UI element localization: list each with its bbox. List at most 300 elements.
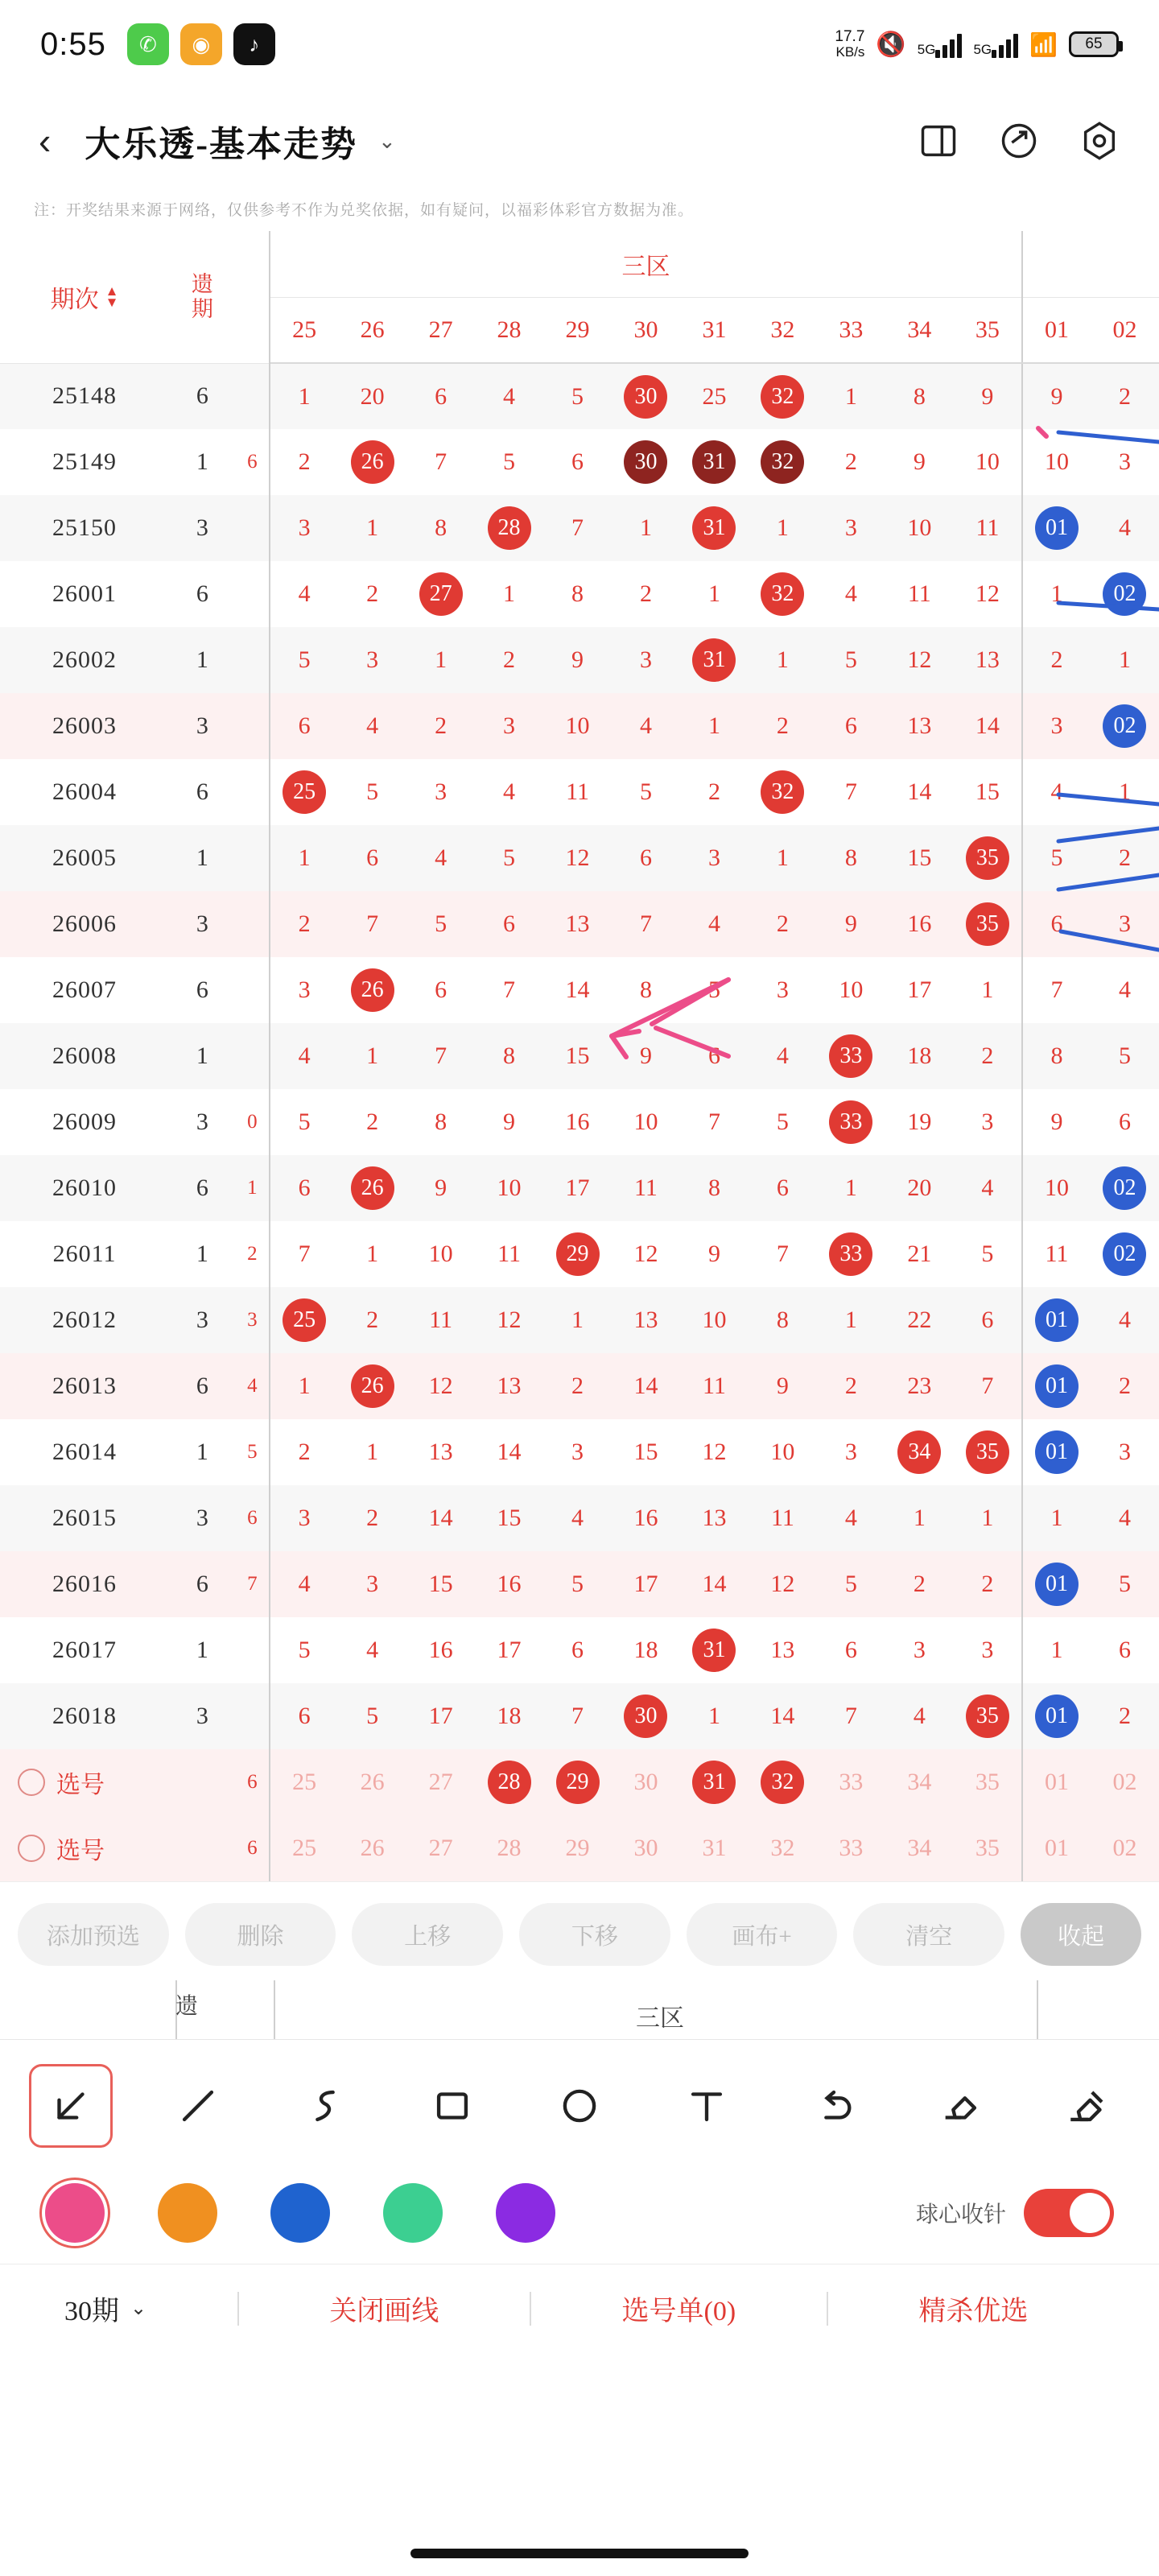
cell-31[interactable]: 3 — [680, 825, 749, 891]
cell-31[interactable]: 1 — [680, 1683, 749, 1749]
cell-26[interactable]: 1 — [338, 1023, 406, 1089]
cell-28[interactable]: 16 — [475, 1551, 543, 1617]
cell-33[interactable]: 1 — [817, 1287, 885, 1353]
cell-01[interactable]: 9 — [1022, 1089, 1091, 1155]
cell-26[interactable]: 2 — [338, 1287, 406, 1353]
cell-33[interactable]: 7 — [817, 759, 885, 825]
table-row[interactable] — [0, 693, 1159, 759]
cell-32[interactable]: 9 — [749, 1353, 817, 1419]
cell-35[interactable]: 5 — [954, 1221, 1022, 1287]
ball[interactable]: 02 — [1103, 572, 1146, 616]
table-row[interactable] — [0, 1617, 1159, 1683]
color-swatch[interactable] — [270, 2183, 330, 2243]
cell-01[interactable]: 2 — [1022, 627, 1091, 693]
cell-35[interactable] — [954, 825, 1022, 891]
cell-01[interactable]: 4 — [1022, 759, 1091, 825]
table-row[interactable] — [0, 429, 1159, 495]
pick-cell-33[interactable]: 33 — [817, 1749, 885, 1815]
cell-01[interactable] — [1022, 1419, 1091, 1485]
cell-02[interactable]: 4 — [1091, 1287, 1159, 1353]
cell-35[interactable] — [954, 1419, 1022, 1485]
cell-32[interactable] — [749, 429, 817, 495]
col-01[interactable]: 01 — [1022, 297, 1091, 363]
cell-28[interactable]: 4 — [475, 759, 543, 825]
cell-27[interactable]: 6 — [406, 363, 475, 429]
cell-33[interactable]: 2 — [817, 1353, 885, 1419]
table-row[interactable] — [0, 561, 1159, 627]
cell-35[interactable] — [954, 891, 1022, 957]
table-row[interactable] — [0, 759, 1159, 825]
back-icon[interactable]: ‹ — [39, 120, 52, 162]
cell-34[interactable]: 9 — [885, 429, 954, 495]
close-lines-button[interactable]: 关闭画线 — [329, 2297, 439, 2326]
cell-27[interactable]: 5 — [406, 891, 475, 957]
cell-31[interactable] — [680, 429, 749, 495]
cell-02[interactable]: 3 — [1091, 1419, 1159, 1485]
ball[interactable]: 01 — [1035, 1695, 1079, 1738]
cell-02[interactable]: 5 — [1091, 1551, 1159, 1617]
text-tool[interactable] — [665, 2064, 749, 2148]
cell-32[interactable]: 14 — [749, 1683, 817, 1749]
cell-35[interactable]: 4 — [954, 1155, 1022, 1221]
cell-33[interactable]: 8 — [817, 825, 885, 891]
ball[interactable]: 32 — [761, 770, 804, 814]
cell-25[interactable] — [270, 759, 338, 825]
cell-32[interactable]: 7 — [749, 1221, 817, 1287]
cell-33[interactable]: 5 — [817, 627, 885, 693]
cell-35[interactable] — [954, 1683, 1022, 1749]
cell-26[interactable]: 2 — [338, 1089, 406, 1155]
cell-28[interactable]: 11 — [475, 1221, 543, 1287]
cell-35[interactable]: 12 — [954, 561, 1022, 627]
cell-01[interactable] — [1022, 495, 1091, 561]
cell-29[interactable]: 9 — [543, 627, 612, 693]
cell-02[interactable] — [1091, 561, 1159, 627]
cell-01[interactable]: 1 — [1022, 1485, 1091, 1551]
cell-26[interactable]: 3 — [338, 1551, 406, 1617]
chevron-down-icon[interactable]: ⌄ — [377, 128, 396, 153]
period-selector[interactable] — [64, 2289, 146, 2328]
cell-35[interactable]: 11 — [954, 495, 1022, 561]
cell-25[interactable]: 4 — [270, 1551, 338, 1617]
cell-30[interactable]: 1 — [612, 495, 680, 561]
curve-tool[interactable] — [283, 2064, 367, 2148]
cell-29[interactable]: 6 — [543, 1617, 612, 1683]
header-issue[interactable] — [0, 231, 169, 363]
ball[interactable]: 26 — [351, 1166, 394, 1210]
pick-cell-34[interactable]: 34 — [885, 1815, 954, 1881]
cell-25[interactable]: 7 — [270, 1221, 338, 1287]
cell-02[interactable] — [1091, 693, 1159, 759]
ball[interactable]: 33 — [829, 1232, 872, 1276]
cell-26[interactable]: 6 — [338, 825, 406, 891]
cell-28[interactable]: 14 — [475, 1419, 543, 1485]
cell-25[interactable]: 3 — [270, 1485, 338, 1551]
cell-30[interactable]: 10 — [612, 1089, 680, 1155]
cell-32[interactable]: 3 — [749, 957, 817, 1023]
cell-27[interactable]: 9 — [406, 1155, 475, 1221]
line-tool[interactable] — [156, 2064, 240, 2148]
cell-28[interactable]: 12 — [475, 1287, 543, 1353]
col-32[interactable]: 32 — [749, 297, 817, 363]
pick-cell-33[interactable]: 33 — [817, 1815, 885, 1881]
cell-25[interactable]: 6 — [270, 1683, 338, 1749]
cell-31[interactable]: 10 — [680, 1287, 749, 1353]
cell-30[interactable]: 7 — [612, 891, 680, 957]
cell-02[interactable]: 4 — [1091, 1485, 1159, 1551]
cell-32[interactable] — [749, 561, 817, 627]
ball[interactable]: 31 — [692, 506, 736, 550]
cell-26[interactable]: 4 — [338, 1617, 406, 1683]
cell-01[interactable]: 11 — [1022, 1221, 1091, 1287]
cell-01[interactable]: 5 — [1022, 825, 1091, 891]
cell-35[interactable]: 10 — [954, 429, 1022, 495]
cell-32[interactable]: 8 — [749, 1287, 817, 1353]
cell-31[interactable]: 8 — [680, 1155, 749, 1221]
cell-27[interactable]: 1 — [406, 627, 475, 693]
cell-35[interactable]: 9 — [954, 363, 1022, 429]
cell-31[interactable]: 6 — [680, 1023, 749, 1089]
snap-toggle[interactable] — [1024, 2189, 1114, 2237]
cell-25[interactable]: 2 — [270, 891, 338, 957]
table-row[interactable] — [0, 627, 1159, 693]
cell-01[interactable]: 9 — [1022, 363, 1091, 429]
cell-29[interactable]: 5 — [543, 1551, 612, 1617]
ball[interactable]: 31 — [692, 1629, 736, 1672]
cell-35[interactable]: 13 — [954, 627, 1022, 693]
col-02[interactable]: 02 — [1091, 297, 1159, 363]
cell-30[interactable]: 15 — [612, 1419, 680, 1485]
cell-31[interactable] — [680, 627, 749, 693]
cell-34[interactable]: 12 — [885, 627, 954, 693]
table-row[interactable] — [0, 1023, 1159, 1089]
cell-28[interactable] — [475, 495, 543, 561]
col-30[interactable]: 30 — [612, 297, 680, 363]
color-swatch[interactable] — [496, 2183, 555, 2243]
cell-25[interactable]: 3 — [270, 957, 338, 1023]
cell-34[interactable]: 15 — [885, 825, 954, 891]
cell-35[interactable]: 1 — [954, 1485, 1022, 1551]
cell-26[interactable] — [338, 1155, 406, 1221]
cell-02[interactable]: 4 — [1091, 495, 1159, 561]
cell-25[interactable]: 1 — [270, 1353, 338, 1419]
cell-01[interactable]: 3 — [1022, 693, 1091, 759]
color-swatch[interactable] — [383, 2183, 443, 2243]
pick-cell-25[interactable]: 25 — [270, 1749, 338, 1815]
cell-34[interactable]: 14 — [885, 759, 954, 825]
pick-cell-02[interactable]: 02 — [1091, 1815, 1159, 1881]
ball[interactable]: 29 — [556, 1232, 600, 1276]
ball[interactable]: 35 — [966, 902, 1009, 946]
cell-28[interactable]: 9 — [475, 1089, 543, 1155]
col-29[interactable]: 29 — [543, 297, 612, 363]
col-27[interactable]: 27 — [406, 297, 475, 363]
cell-33[interactable]: 1 — [817, 363, 885, 429]
cell-25[interactable]: 2 — [270, 1419, 338, 1485]
color-swatch[interactable] — [158, 2183, 217, 2243]
cell-28[interactable]: 2 — [475, 627, 543, 693]
cell-35[interactable]: 3 — [954, 1617, 1022, 1683]
delete-button[interactable]: 删除 — [185, 1903, 336, 1966]
ball[interactable]: 01 — [1035, 1430, 1079, 1474]
cell-35[interactable]: 2 — [954, 1551, 1022, 1617]
cell-27[interactable]: 7 — [406, 1023, 475, 1089]
cell-27[interactable]: 3 — [406, 759, 475, 825]
cell-27[interactable]: 16 — [406, 1617, 475, 1683]
table-row[interactable] — [0, 1485, 1159, 1551]
cell-30[interactable]: 12 — [612, 1221, 680, 1287]
cell-26[interactable] — [338, 1353, 406, 1419]
cell-28[interactable]: 3 — [475, 693, 543, 759]
cell-02[interactable]: 2 — [1091, 1353, 1159, 1419]
cell-31[interactable]: 4 — [680, 891, 749, 957]
layout-icon[interactable] — [918, 120, 959, 162]
canvas-add-button[interactable]: 画布+ — [687, 1903, 838, 1966]
cell-32[interactable]: 1 — [749, 495, 817, 561]
cell-31[interactable] — [680, 1617, 749, 1683]
cell-29[interactable] — [543, 1221, 612, 1287]
col-25[interactable]: 25 — [270, 297, 338, 363]
col-28[interactable]: 28 — [475, 297, 543, 363]
cell-28[interactable]: 13 — [475, 1353, 543, 1419]
cell-26[interactable]: 2 — [338, 1485, 406, 1551]
cell-25[interactable] — [270, 1287, 338, 1353]
cell-30[interactable]: 11 — [612, 1155, 680, 1221]
pick-cell-28[interactable]: 28 — [475, 1815, 543, 1881]
cell-34[interactable]: 16 — [885, 891, 954, 957]
cell-32[interactable]: 4 — [749, 1023, 817, 1089]
cell-29[interactable]: 2 — [543, 1353, 612, 1419]
cell-28[interactable]: 18 — [475, 1683, 543, 1749]
ball[interactable]: 25 — [283, 770, 326, 814]
cell-30[interactable]: 17 — [612, 1551, 680, 1617]
filter-optimize-button[interactable]: 精杀优选 — [918, 2297, 1029, 2326]
cell-28[interactable]: 7 — [475, 957, 543, 1023]
cell-27[interactable]: 6 — [406, 957, 475, 1023]
cell-29[interactable]: 13 — [543, 891, 612, 957]
cell-31[interactable]: 1 — [680, 561, 749, 627]
cell-30[interactable]: 16 — [612, 1485, 680, 1551]
cell-02[interactable] — [1091, 1155, 1159, 1221]
ball[interactable]: 02 — [1103, 1166, 1146, 1210]
cell-34[interactable]: 22 — [885, 1287, 954, 1353]
ball[interactable]: 35 — [966, 836, 1009, 880]
cell-25[interactable]: 6 — [270, 1155, 338, 1221]
cell-02[interactable]: 5 — [1091, 1023, 1159, 1089]
pick-cell-32[interactable]: 32 — [749, 1815, 817, 1881]
ball[interactable]: 25 — [283, 1298, 326, 1342]
ball[interactable]: 32 — [761, 572, 804, 616]
pick-cell-27[interactable]: 27 — [406, 1749, 475, 1815]
cell-25[interactable]: 4 — [270, 1023, 338, 1089]
cell-01[interactable] — [1022, 1353, 1091, 1419]
cell-02[interactable]: 3 — [1091, 891, 1159, 957]
cell-02[interactable]: 6 — [1091, 1617, 1159, 1683]
table-row[interactable] — [0, 1155, 1159, 1221]
cell-02[interactable]: 4 — [1091, 957, 1159, 1023]
cell-26[interactable]: 1 — [338, 495, 406, 561]
cell-01[interactable] — [1022, 1287, 1091, 1353]
cell-27[interactable]: 2 — [406, 693, 475, 759]
cell-34[interactable]: 18 — [885, 1023, 954, 1089]
cell-28[interactable]: 15 — [475, 1485, 543, 1551]
cell-32[interactable]: 5 — [749, 1089, 817, 1155]
cell-33[interactable] — [817, 1089, 885, 1155]
ball[interactable]: 01 — [1035, 506, 1079, 550]
cell-30[interactable]: 3 — [612, 627, 680, 693]
cell-27[interactable]: 4 — [406, 825, 475, 891]
ball[interactable]: 26 — [351, 440, 394, 484]
cell-35[interactable]: 15 — [954, 759, 1022, 825]
cell-26[interactable]: 5 — [338, 1683, 406, 1749]
cell-29[interactable]: 7 — [543, 1683, 612, 1749]
cell-34[interactable]: 10 — [885, 495, 954, 561]
cell-34[interactable]: 4 — [885, 1683, 954, 1749]
cell-33[interactable] — [817, 1221, 885, 1287]
cell-29[interactable]: 1 — [543, 1287, 612, 1353]
cell-30[interactable]: 14 — [612, 1353, 680, 1419]
pick-cell-35[interactable]: 35 — [954, 1749, 1022, 1815]
ball[interactable]: 26 — [351, 1364, 394, 1408]
rectangle-tool[interactable] — [410, 2064, 494, 2148]
ball[interactable]: 31 — [692, 1761, 736, 1804]
cell-02[interactable]: 1 — [1091, 627, 1159, 693]
cell-32[interactable] — [749, 759, 817, 825]
ball[interactable]: 31 — [692, 638, 736, 682]
cell-27[interactable]: 11 — [406, 1287, 475, 1353]
col-35[interactable]: 35 — [954, 297, 1022, 363]
table-row[interactable] — [0, 1551, 1159, 1617]
cell-29[interactable]: 6 — [543, 429, 612, 495]
cell-31[interactable] — [680, 495, 749, 561]
cell-02[interactable]: 6 — [1091, 1089, 1159, 1155]
cell-29[interactable]: 4 — [543, 1485, 612, 1551]
ball[interactable]: 27 — [419, 572, 463, 616]
cell-31[interactable]: 5 — [680, 957, 749, 1023]
cell-29[interactable]: 3 — [543, 1419, 612, 1485]
pick-cell-02[interactable]: 02 — [1091, 1749, 1159, 1815]
cell-02[interactable] — [1091, 1221, 1159, 1287]
cell-30[interactable]: 9 — [612, 1023, 680, 1089]
cell-33[interactable]: 4 — [817, 561, 885, 627]
move-up-button[interactable]: 上移 — [352, 1903, 503, 1966]
cell-32[interactable]: 6 — [749, 1155, 817, 1221]
cell-34[interactable]: 17 — [885, 957, 954, 1023]
table-row[interactable] — [0, 495, 1159, 561]
cell-29[interactable]: 14 — [543, 957, 612, 1023]
cell-28[interactable]: 10 — [475, 1155, 543, 1221]
cell-32[interactable]: 13 — [749, 1617, 817, 1683]
cell-30[interactable]: 13 — [612, 1287, 680, 1353]
pick-cell-28[interactable] — [475, 1749, 543, 1815]
pick-cell-34[interactable]: 34 — [885, 1749, 954, 1815]
pick-cell-26[interactable]: 26 — [338, 1815, 406, 1881]
ball[interactable]: 31 — [692, 440, 736, 484]
pick-cell-26[interactable]: 26 — [338, 1749, 406, 1815]
table-row[interactable] — [0, 1683, 1159, 1749]
cell-25[interactable]: 4 — [270, 561, 338, 627]
share-icon[interactable] — [998, 120, 1040, 162]
cell-33[interactable]: 3 — [817, 1419, 885, 1485]
cell-28[interactable]: 6 — [475, 891, 543, 957]
ball[interactable]: 32 — [761, 1761, 804, 1804]
cell-31[interactable]: 12 — [680, 1419, 749, 1485]
cell-31[interactable]: 1 — [680, 693, 749, 759]
table-row[interactable] — [0, 891, 1159, 957]
cell-32[interactable]: 1 — [749, 627, 817, 693]
collapse-button[interactable]: 收起 — [1021, 1903, 1141, 1966]
cell-29[interactable]: 10 — [543, 693, 612, 759]
cell-34[interactable]: 13 — [885, 693, 954, 759]
cell-28[interactable]: 5 — [475, 825, 543, 891]
ball[interactable]: 02 — [1103, 704, 1146, 748]
cell-33[interactable]: 9 — [817, 891, 885, 957]
cell-01[interactable] — [1022, 1551, 1091, 1617]
ball[interactable]: 28 — [488, 1761, 531, 1804]
cell-02[interactable]: 2 — [1091, 1683, 1159, 1749]
cell-02[interactable]: 3 — [1091, 429, 1159, 495]
cell-29[interactable]: 12 — [543, 825, 612, 891]
cell-26[interactable]: 20 — [338, 363, 406, 429]
cell-32[interactable]: 1 — [749, 825, 817, 891]
cell-27[interactable]: 15 — [406, 1551, 475, 1617]
cell-35[interactable]: 2 — [954, 1023, 1022, 1089]
cell-32[interactable]: 2 — [749, 693, 817, 759]
pick-cell-32[interactable] — [749, 1749, 817, 1815]
table-row[interactable] — [0, 1221, 1159, 1287]
sort-icon[interactable]: ▲ ▼ — [105, 283, 119, 310]
cell-26[interactable]: 4 — [338, 693, 406, 759]
cell-01[interactable]: 6 — [1022, 891, 1091, 957]
ball[interactable]: 26 — [351, 968, 394, 1012]
cell-30[interactable]: 8 — [612, 957, 680, 1023]
cell-34[interactable]: 3 — [885, 1617, 954, 1683]
ball[interactable]: 30 — [624, 375, 667, 419]
cell-31[interactable]: 7 — [680, 1089, 749, 1155]
cell-34[interactable]: 8 — [885, 363, 954, 429]
cell-33[interactable]: 4 — [817, 1485, 885, 1551]
cell-32[interactable]: 12 — [749, 1551, 817, 1617]
cell-27[interactable]: 8 — [406, 495, 475, 561]
ball[interactable]: 01 — [1035, 1298, 1079, 1342]
pick-cell-30[interactable]: 30 — [612, 1815, 680, 1881]
cell-26[interactable] — [338, 957, 406, 1023]
cell-25[interactable]: 5 — [270, 1617, 338, 1683]
cell-25[interactable]: 5 — [270, 627, 338, 693]
cell-35[interactable]: 14 — [954, 693, 1022, 759]
cell-31[interactable]: 13 — [680, 1485, 749, 1551]
cell-29[interactable]: 5 — [543, 363, 612, 429]
cell-25[interactable]: 5 — [270, 1089, 338, 1155]
trend-table[interactable] — [0, 231, 1159, 1881]
cell-33[interactable]: 2 — [817, 429, 885, 495]
cell-26[interactable]: 7 — [338, 891, 406, 957]
ball[interactable]: 30 — [624, 1695, 667, 1738]
col-31[interactable]: 31 — [680, 297, 749, 363]
cell-01[interactable]: 7 — [1022, 957, 1091, 1023]
cell-29[interactable]: 17 — [543, 1155, 612, 1221]
ball[interactable]: 34 — [897, 1430, 941, 1474]
cell-31[interactable]: 11 — [680, 1353, 749, 1419]
cell-28[interactable]: 8 — [475, 1023, 543, 1089]
cell-30[interactable]: 5 — [612, 759, 680, 825]
cell-27[interactable]: 17 — [406, 1683, 475, 1749]
table-row[interactable] — [0, 1089, 1159, 1155]
cell-34[interactable] — [885, 1419, 954, 1485]
cell-33[interactable]: 1 — [817, 1155, 885, 1221]
pick-cell-31[interactable] — [680, 1749, 749, 1815]
cell-33[interactable]: 6 — [817, 693, 885, 759]
